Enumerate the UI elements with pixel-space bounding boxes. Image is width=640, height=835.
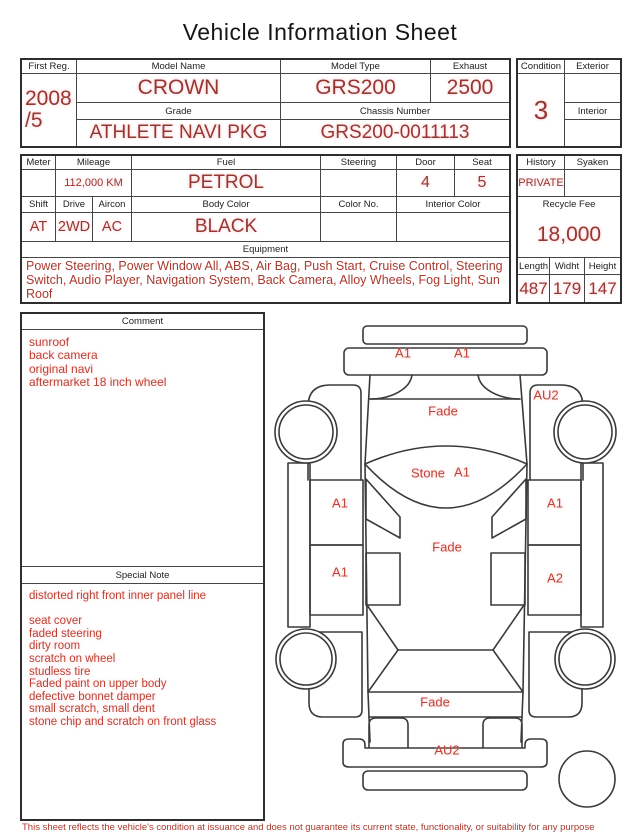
diagram-label: Stone — [411, 465, 445, 481]
windshield — [365, 446, 527, 508]
mileage-label: Mileage — [56, 156, 132, 170]
diagram-label: A1 — [547, 495, 563, 511]
recycle-fee-label: Recycle Fee — [542, 199, 596, 210]
drive-label: Drive — [56, 197, 93, 213]
mileage-value: 112,000 KM — [56, 170, 132, 197]
diagram-label: AU2 — [434, 742, 460, 758]
exterior-label: Exterior — [565, 60, 620, 74]
recycle-fee-value: 18,000 — [518, 212, 620, 258]
model-name-label: Model Name — [77, 60, 281, 74]
text-line: defective bonnet damper — [29, 690, 156, 703]
left-tail-light — [369, 718, 408, 748]
chassis-number-value: GRS200-0011113 — [320, 122, 470, 143]
bonnet-left-edge — [365, 375, 370, 464]
bonnet-right-edge — [520, 375, 527, 464]
left-sill — [288, 463, 310, 627]
comment-text — [22, 330, 263, 566]
interior-color-value — [397, 213, 509, 242]
steering-label: Steering — [321, 156, 397, 170]
right-tail-light — [483, 718, 522, 748]
front-bumper — [344, 345, 547, 375]
first-reg-year: 2008 — [25, 87, 72, 110]
diagram-label: A1 — [454, 345, 470, 361]
rear-lower-bar — [363, 771, 527, 790]
diagram-label: Fade — [428, 403, 458, 419]
history-value: PRIVATE — [518, 170, 565, 197]
first-reg-month: /5 — [25, 109, 43, 132]
text-line: studless tire — [29, 665, 91, 678]
exhaust-value: 2500 — [431, 74, 509, 103]
model-type-label: Model Type — [281, 60, 431, 74]
syaken-label: Syaken — [565, 156, 620, 170]
steering-value — [321, 170, 397, 197]
body-color-label: Body Color — [132, 197, 321, 213]
comment-label: Comment — [22, 314, 263, 330]
text-line: sunroof — [29, 335, 70, 349]
grade-value: ATHLETE NAVI PKG — [77, 120, 281, 146]
left-rear-window — [366, 553, 400, 605]
special-note-label: Special Note — [22, 566, 263, 584]
text-line: dirty room — [29, 640, 81, 653]
diagram-label: Fade — [432, 539, 462, 555]
diagram-label: A1 — [332, 564, 348, 580]
front-upper-bar — [363, 326, 527, 344]
interior-value — [565, 120, 620, 146]
car-top-view — [270, 312, 636, 812]
condition-table — [516, 58, 622, 148]
seat-value: 5 — [455, 170, 509, 197]
fuel-label: Fuel — [132, 156, 321, 170]
text-line: scratch on wheel — [29, 652, 116, 665]
left-front-door — [310, 480, 363, 545]
text-line — [29, 603, 256, 616]
registration-table — [20, 58, 511, 148]
door-label: Door — [397, 156, 455, 170]
history-panel — [516, 154, 622, 304]
interior-label: Interior — [565, 103, 620, 120]
text-line: original navi — [29, 361, 94, 376]
interior-color-label: Interior Color — [397, 197, 509, 213]
specs-table — [20, 154, 511, 304]
diagram-label: A1 — [395, 345, 411, 361]
right-rear-window — [491, 553, 525, 605]
diagram-label: A1 — [454, 464, 470, 480]
equipment-label: Equipment — [22, 242, 509, 258]
width-value: 179 — [550, 275, 585, 302]
text-line: distorted right front inner panel line — [29, 590, 207, 602]
width-label: Widht — [550, 258, 585, 275]
rear-window — [368, 650, 523, 692]
text-line: seat cover — [29, 615, 83, 628]
right-front-window — [492, 479, 526, 538]
right-front-door — [528, 480, 581, 545]
left-front-window — [366, 479, 400, 538]
disclaimer-text: This sheet reflects the vehicle's condition at issuance and does not guarantee its current state, functionality, or suitability for any purpose — [22, 822, 595, 833]
length-label: Length — [518, 258, 550, 275]
aircon-label: Aircon — [93, 197, 132, 213]
page-title: Vehicle Information Sheet — [182, 19, 458, 45]
right-sill — [581, 463, 603, 627]
fuel-value: PETROL — [132, 170, 321, 197]
color-no-value — [321, 213, 397, 242]
meter-value — [22, 170, 56, 197]
meter-label: Meter — [22, 156, 56, 170]
comment-box — [20, 312, 265, 821]
text-line: small scratch, small dent — [29, 703, 155, 716]
condition-label: Condition — [518, 60, 565, 74]
shift-value: AT — [22, 213, 56, 242]
special-note-text — [22, 584, 263, 817]
aircon-value: AC — [93, 213, 132, 242]
first-reg-value — [22, 74, 77, 146]
diagram-label: AU2 — [533, 387, 559, 403]
history-label: History — [518, 156, 565, 170]
first-reg-label: First Reg. — [22, 60, 77, 74]
chassis-number-label: Chassis Number — [281, 103, 509, 120]
model-type-value: GRS200 — [281, 74, 431, 103]
equipment-text: Power Steering, Power Window All, ABS, Air Bag, Push Start, Cruise Control, Steering Switch, Audio Player, Navigation System, Back Camera, Alloy Wheels, Fog Light, Sun Roof — [26, 259, 503, 301]
height-value: 147 — [588, 278, 617, 298]
spare-wheel — [559, 751, 615, 807]
height-label: Height — [585, 258, 620, 275]
text-line: faded steering — [29, 627, 102, 640]
grade-label: Grade — [77, 103, 281, 120]
color-no-label: Color No. — [321, 197, 397, 213]
text-line: Faded paint on upper body — [29, 678, 167, 691]
exhaust-label: Exhaust — [431, 60, 509, 74]
seat-label: Seat — [455, 156, 509, 170]
shift-label: Shift — [22, 197, 56, 213]
drive-value: 2WD — [56, 213, 93, 242]
condition-value: 3 — [518, 74, 565, 146]
text-line: stone chip and scratch on front glass — [29, 715, 217, 728]
syaken-value — [565, 170, 620, 197]
diagram-label: A2 — [547, 570, 563, 586]
right-wheel-arch-arc — [478, 375, 520, 399]
length-value: 487 — [518, 275, 550, 302]
diagram-label: A1 — [332, 495, 348, 511]
model-name-value: CROWN — [77, 74, 281, 103]
text-line: back camera — [29, 348, 98, 363]
body-color-value: BLACK — [132, 213, 321, 242]
left-wheel-arch-arc — [370, 375, 412, 399]
left-rear-door — [310, 545, 363, 615]
door-value: 4 — [397, 170, 455, 197]
car-damage-diagram — [270, 312, 636, 812]
text-line: aftermarket 18 inch wheel — [29, 375, 167, 390]
diagram-label: Fade — [420, 694, 450, 710]
right-c-pillar — [493, 605, 524, 650]
exterior-value — [565, 74, 620, 103]
left-c-pillar — [367, 605, 398, 650]
